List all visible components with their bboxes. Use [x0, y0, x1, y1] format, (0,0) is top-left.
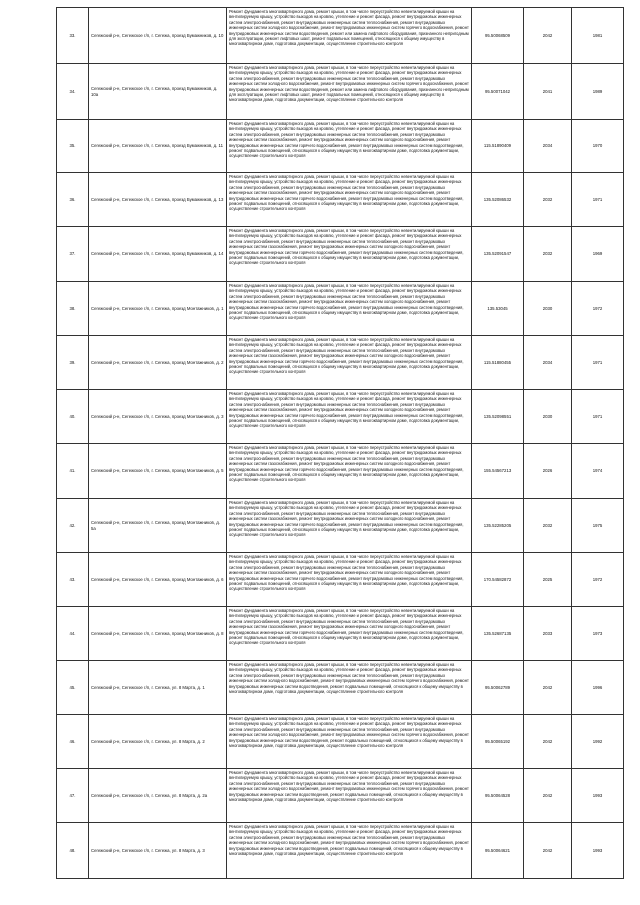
row-number: 43.: [57, 553, 89, 607]
table-row: [57, 444, 624, 499]
row-area-value: 95.50064528: [472, 769, 524, 823]
row-planned-year: 2026: [524, 444, 572, 499]
row-area-value: 115.51890409: [472, 120, 524, 173]
row-works: Ремонт фундамента многоквартирного дома, ремонт крыши, в том числе переустройство невентилируемой крыши на вентилируемую крышу, устройство выходов на кровлю, утепление и ремонт фасада, ремонт внутридомовых инженерных систем электроснабжения, ремонт внутридомовых инженерных систем теплоснабжения, ремонт внутридомовых инженерных систем холодного водоснабжения, ремонт внутридомовых инженерных систем горячего водоснабжения, ремонт внутридомовых инженерных систем водоотведения, ремонт подвальных помещений, относящихся к общему имуществу в многоквартирном доме, подготовка документации, осуществление строительного контроля: [227, 823, 472, 879]
table-row: [57, 607, 624, 661]
row-works: Ремонт фундамента многоквартирного дома, ремонт крыши, в том числе переустройство невентилируемой крыши на вентилируемую крышу, устройство выходов на кровлю, утепление и ремонт фасада, ремонт внутридомовых инженерных систем электроснабжения, ремонт внутридомовых инженерных систем теплоснабжения, ремонт внутридомовых инженерных систем холодного водоснабжения, ремонт внутридомовых инженерных систем горячего водоснабжения, ремонт внутридомовых инженерных систем водоотведения, ремонт подвальных помещений, относящихся к общему имуществу в многоквартирном доме, подготовка документации, осуществление строительного контроля: [227, 715, 472, 769]
row-area-value: 115.51880455: [472, 336, 524, 390]
row-planned-year: 2032: [524, 173, 572, 227]
row-planned-year: 2034: [524, 120, 572, 173]
row-planned-year: 2041: [524, 64, 572, 120]
row-address: Сегежский р-н, Сегежское г/п, г. Сегежа, проезд Монтажников, д. 2: [89, 336, 227, 390]
table-row: [57, 499, 624, 553]
row-build-year: 1971: [572, 390, 624, 444]
table-row: [57, 120, 624, 173]
row-area-value: 170.54582872: [472, 553, 524, 607]
row-address: Сегежский р-н, Сегежское г/п, г. Сегежа, проезд Монтажников, д. 6: [89, 553, 227, 607]
table-row: [57, 173, 624, 227]
row-number: 34.: [57, 64, 89, 120]
row-build-year: 1973: [572, 607, 624, 661]
row-build-year: 1996: [572, 661, 624, 715]
row-area-value: 135.53045: [472, 282, 524, 336]
row-works: Ремонт фундамента многоквартирного дома, ремонт крыши, в том числе переустройство невентилируемой крыши на вентилируемую крышу, устройство выходов на кровлю, утепление и ремонт фасада, ремонт внутридомовых инженерных систем электроснабжения, ремонт внутридомовых инженерных систем теплоснабжения, ремонт внутридомовых инженерных систем холодного водоснабжения, ремонт внутридомовых инженерных систем горячего водоснабжения, ремонт внутридомовых инженерных систем водоотведения, ремонт или замена лифтового оборудования, признанного непригодным для эксплуатации, ремонт лифтовых шахт, ремонт подвальных помещений, относящихся к общему имуществу в многоквартирном доме, подготовка документации, осуществление строительного контроля: [227, 64, 472, 120]
row-works: Ремонт фундамента многоквартирного дома, ремонт крыши, в том числе переустройство невентилируемой крыши на вентилируемую крышу, устройство выходов на кровлю, утепление и ремонт фасада, ремонт внутридомовых инженерных систем электроснабжения, ремонт внутридомовых инженерных систем теплоснабжения, ремонт внутридомовых инженерных систем газоснабжения, ремонт внутридомовых инженерных систем холодного водоснабжения, ремонт внутридомовых инженерных систем горячего водоснабжения, ремонт внутридомовых инженерных систем водоотведения, ремонт подвальных помещений, относящихся к общему имуществу в многоквартирном доме, подготовка документации, осуществление строительного контроля: [227, 336, 472, 390]
table-row: [57, 823, 624, 879]
row-build-year: 1972: [572, 282, 624, 336]
row-number: 47.: [57, 769, 89, 823]
row-area-value: 95.50065192: [472, 715, 524, 769]
row-planned-year: 2033: [524, 607, 572, 661]
row-build-year: 1975: [572, 499, 624, 553]
row-works: Ремонт фундамента многоквартирного дома, ремонт крыши, в том числе переустройство невентилируемой крыши на вентилируемую крышу, устройство выходов на кровлю, утепление и ремонт фасада, ремонт внутридомовых инженерных систем электроснабжения, ремонт внутридомовых инженерных систем теплоснабжения, ремонт внутридомовых инженерных систем газоснабжения, ремонт внутридомовых инженерных систем холодного водоснабжения, ремонт внутридомовых инженерных систем горячего водоснабжения, ремонт внутридомовых инженерных систем водоотведения, ремонт подвальных помещений, относящихся к общему имуществу в многоквартирном доме, подготовка документации, осуществление строительного контроля: [227, 227, 472, 282]
row-planned-year: 2042: [524, 769, 572, 823]
row-address: Сегежский р-н, Сегежское г/п, г. Сегежа, ул. 8 Марта, д. 1: [89, 661, 227, 715]
table-row: [57, 661, 624, 715]
row-planned-year: 2034: [524, 336, 572, 390]
row-build-year: 1971: [572, 173, 624, 227]
row-works: Ремонт фундамента многоквартирного дома, ремонт крыши, в том числе переустройство невентилируемой крыши на вентилируемую крышу, устройство выходов на кровлю, утепление и ремонт фасада, ремонт внутридомовых инженерных систем электроснабжения, ремонт внутридомовых инженерных систем теплоснабжения, ремонт внутридомовых инженерных систем холодного водоснабжения, ремонт внутридомовых инженерных систем горячего водоснабжения, ремонт внутридомовых инженерных систем водоотведения, ремонт подвальных помещений, относящихся к общему имуществу в многоквартирном доме, подготовка документации, осуществление строительного контроля: [227, 661, 472, 715]
row-number: 45.: [57, 661, 89, 715]
row-planned-year: 2030: [524, 282, 572, 336]
row-number: 37.: [57, 227, 89, 282]
row-number: 38.: [57, 282, 89, 336]
row-number: 36.: [57, 173, 89, 227]
row-works: Ремонт фундамента многоквартирного дома, ремонт крыши, в том числе переустройство невентилируемой крыши на вентилируемую крышу, устройство выходов на кровлю, утепление и ремонт фасада, ремонт внутридомовых инженерных систем электроснабжения, ремонт внутридомовых инженерных систем теплоснабжения, ремонт внутридомовых инженерных систем газоснабжения, ремонт внутридомовых инженерных систем холодного водоснабжения, ремонт внутридомовых инженерных систем горячего водоснабжения, ремонт внутридомовых инженерных систем водоотведения, ремонт подвальных помещений, относящихся к общему имуществу в многоквартирном доме, подготовка документации, осуществление строительного контроля: [227, 499, 472, 553]
row-address: Сегежский р-н, Сегежское г/п, г. Сегежа, проезд Монтажников, д. 1: [89, 282, 227, 336]
row-number: 44.: [57, 607, 89, 661]
row-address: Сегежский р-н, Сегежское г/п, г. Сегежа, проезд Монтажников, д. 3: [89, 390, 227, 444]
table-row: [57, 390, 624, 444]
row-address: Сегежский р-н, Сегежское г/п, г. Сегежа, проезд Бумажников, д. 13: [89, 173, 227, 227]
row-build-year: 1971: [572, 336, 624, 390]
table-body: [57, 8, 624, 879]
row-build-year: 1992: [572, 715, 624, 769]
row-address: Сегежский р-н, Сегежское г/п, г. Сегежа, ул. 8 Марта, д. 3: [89, 823, 227, 879]
row-area-value: 135.52086532: [472, 173, 524, 227]
row-works: Ремонт фундамента многоквартирного дома, ремонт крыши, в том числе переустройство невентилируемой крыши на вентилируемую крышу, устройство выходов на кровлю, утепление и ремонт фасада, ремонт внутридомовых инженерных систем электроснабжения, ремонт внутридомовых инженерных систем теплоснабжения, ремонт внутридомовых инженерных систем газоснабжения, ремонт внутридомовых инженерных систем холодного водоснабжения, ремонт внутридомовых инженерных систем горячего водоснабжения, ремонт внутридомовых инженерных систем водоотведения, ремонт подвальных помещений, относящихся к общему имуществу в многоквартирном доме, подготовка документации, осуществление строительного контроля: [227, 444, 472, 499]
row-build-year: 1974: [572, 444, 624, 499]
row-build-year: 1993: [572, 823, 624, 879]
row-address: Сегежский р-н, Сегежское г/п, г. Сегежа, проезд Бумажников, д. 10а: [89, 64, 227, 120]
row-build-year: 1993: [572, 769, 624, 823]
row-address: Сегежский р-н, Сегежское г/п, г. Сегежа, ул. 8 Марта, д. 2: [89, 715, 227, 769]
table-row: [57, 64, 624, 120]
row-area-value: 95.50062789: [472, 661, 524, 715]
row-planned-year: 2042: [524, 823, 572, 879]
document-page: [56, 7, 623, 879]
row-area-value: 95.50064621: [472, 823, 524, 879]
capital-repair-table: [56, 7, 624, 879]
row-number: 39.: [57, 336, 89, 390]
table-row: [57, 8, 624, 64]
row-address: Сегежский р-н, Сегежское г/п, г. Сегежа, проезд Монтажников, д. 5а: [89, 499, 227, 553]
row-number: 48.: [57, 823, 89, 879]
row-area-value: 135.52098551: [472, 390, 524, 444]
row-number: 41.: [57, 444, 89, 499]
table-row: [57, 715, 624, 769]
row-works: Ремонт фундамента многоквартирного дома, ремонт крыши, в том числе переустройство невентилируемой крыши на вентилируемую крышу, устройство выходов на кровлю, утепление и ремонт фасада, ремонт внутридомовых инженерных систем электроснабжения, ремонт внутридомовых инженерных систем теплоснабжения, ремонт внутридомовых инженерных систем газоснабжения, ремонт внутридомовых инженерных систем холодного водоснабжения, ремонт внутридомовых инженерных систем горячего водоснабжения, ремонт внутридомовых инженерных систем водоотведения, ремонт подвальных помещений, относящихся к общему имуществу в многоквартирном доме, подготовка документации, осуществление строительного контроля: [227, 120, 472, 173]
row-planned-year: 2042: [524, 715, 572, 769]
row-area-value: 95.50068509: [472, 8, 524, 64]
row-number: 46.: [57, 715, 89, 769]
row-address: Сегежский р-н, Сегежское г/п, г. Сегежа, проезд Бумажников, д. 14: [89, 227, 227, 282]
table-row: [57, 553, 624, 607]
row-works: Ремонт фундамента многоквартирного дома, ремонт крыши, в том числе переустройство невентилируемой крыши на вентилируемую крышу, устройство выходов на кровлю, утепление и ремонт фасада, ремонт внутридомовых инженерных систем электроснабжения, ремонт внутридомовых инженерных систем теплоснабжения, ремонт внутридомовых инженерных систем холодного водоснабжения, ремонт внутридомовых инженерных систем горячего водоснабжения, ремонт внутридомовых инженерных систем водоотведения, ремонт подвальных помещений, относящихся к общему имуществу в многоквартирном доме, подготовка документации, осуществление строительного контроля: [227, 769, 472, 823]
table-row: [57, 227, 624, 282]
table-row: [57, 282, 624, 336]
row-build-year: 1989: [572, 64, 624, 120]
row-planned-year: 2032: [524, 499, 572, 553]
row-works: Ремонт фундамента многоквартирного дома, ремонт крыши, в том числе переустройство невентилируемой крыши на вентилируемую крышу, устройство выходов на кровлю, утепление и ремонт фасада, ремонт внутридомовых инженерных систем электроснабжения, ремонт внутридомовых инженерных систем теплоснабжения, ремонт внутридомовых инженерных систем холодного водоснабжения, ремонт внутридомовых инженерных систем горячего водоснабжения, ремонт внутридомовых инженерных систем водоотведения, ремонт или замена лифтового оборудования, признанного непригодным для эксплуатации, ремонт лифтовых шахт, ремонт подвальных помещений, относящихся к общему имуществу в многоквартирном доме, подготовка документации, осуществление строительного контроля: [227, 8, 472, 64]
table-row: [57, 769, 624, 823]
row-area-value: 135.52091547: [472, 227, 524, 282]
row-number: 40.: [57, 390, 89, 444]
row-planned-year: 2030: [524, 390, 572, 444]
row-planned-year: 2042: [524, 8, 572, 64]
row-number: 35.: [57, 120, 89, 173]
row-address: Сегежский р-н, Сегежское г/п, г. Сегежа, проезд Бумажников, д. 11: [89, 120, 227, 173]
row-build-year: 1969: [572, 227, 624, 282]
row-area-value: 135.52285205: [472, 499, 524, 553]
row-address: Сегежский р-н, Сегежское г/п, г. Сегежа, проезд Бумажников, д. 10: [89, 8, 227, 64]
row-planned-year: 2042: [524, 661, 572, 715]
row-address: Сегежский р-н, Сегежское г/п, г. Сегежа, проезд Монтажников, д. 5: [89, 444, 227, 499]
row-works: Ремонт фундамента многоквартирного дома, ремонт крыши, в том числе переустройство невентилируемой крыши на вентилируемую крышу, устройство выходов на кровлю, утепление и ремонт фасада, ремонт внутридомовых инженерных систем электроснабжения, ремонт внутридомовых инженерных систем теплоснабжения, ремонт внутридомовых инженерных систем газоснабжения, ремонт внутридомовых инженерных систем холодного водоснабжения, ремонт внутридомовых инженерных систем горячего водоснабжения, ремонт внутридомовых инженерных систем водоотведения, ремонт подвальных помещений, относящихся к общему имуществу в многоквартирном доме, подготовка документации, осуществление строительного контроля: [227, 282, 472, 336]
row-build-year: 1970: [572, 120, 624, 173]
row-number: 42.: [57, 499, 89, 553]
row-planned-year: 2025: [524, 553, 572, 607]
row-area-value: 155.54567213: [472, 444, 524, 499]
row-works: Ремонт фундамента многоквартирного дома, ремонт крыши, в том числе переустройство невентилируемой крыши на вентилируемую крышу, устройство выходов на кровлю, утепление и ремонт фасада, ремонт внутридомовых инженерных систем электроснабжения, ремонт внутридомовых инженерных систем теплоснабжения, ремонт внутридомовых инженерных систем газоснабжения, ремонт внутридомовых инженерных систем холодного водоснабжения, ремонт внутридомовых инженерных систем горячего водоснабжения, ремонт внутридомовых инженерных систем водоотведения, ремонт подвальных помещений, относящихся к общему имуществу в многоквартирном доме, подготовка документации, осуществление строительного контроля: [227, 553, 472, 607]
row-address: Сегежский р-н, Сегежское г/п, г. Сегежа, ул. 8 Марта, д. 2а: [89, 769, 227, 823]
row-number: 33.: [57, 8, 89, 64]
row-area-value: 135.52687135: [472, 607, 524, 661]
row-build-year: 1981: [572, 8, 624, 64]
row-area-value: 95.50071042: [472, 64, 524, 120]
row-planned-year: 2032: [524, 227, 572, 282]
row-build-year: 1972: [572, 553, 624, 607]
table-row: [57, 336, 624, 390]
row-works: Ремонт фундамента многоквартирного дома, ремонт крыши, в том числе переустройство невентилируемой крыши на вентилируемую крышу, устройство выходов на кровлю, утепление и ремонт фасада, ремонт внутридомовых инженерных систем электроснабжения, ремонт внутридомовых инженерных систем теплоснабжения, ремонт внутридомовых инженерных систем газоснабжения, ремонт внутридомовых инженерных систем холодного водоснабжения, ремонт внутридомовых инженерных систем горячего водоснабжения, ремонт внутридомовых инженерных систем водоотведения, ремонт подвальных помещений, относящихся к общему имуществу в многоквартирном доме, подготовка документации, осуществление строительного контроля: [227, 607, 472, 661]
row-works: Ремонт фундамента многоквартирного дома, ремонт крыши, в том числе переустройство невентилируемой крыши на вентилируемую крышу, устройство выходов на кровлю, утепление и ремонт фасада, ремонт внутридомовых инженерных систем электроснабжения, ремонт внутридомовых инженерных систем теплоснабжения, ремонт внутридомовых инженерных систем газоснабжения, ремонт внутридомовых инженерных систем холодного водоснабжения, ремонт внутридомовых инженерных систем горячего водоснабжения, ремонт внутридомовых инженерных систем водоотведения, ремонт подвальных помещений, относящихся к общему имуществу в многоквартирном доме, подготовка документации, осуществление строительного контроля: [227, 173, 472, 227]
row-works: Ремонт фундамента многоквартирного дома, ремонт крыши, в том числе переустройство невентилируемой крыши на вентилируемую крышу, устройство выходов на кровлю, утепление и ремонт фасада, ремонт внутридомовых инженерных систем электроснабжения, ремонт внутридомовых инженерных систем теплоснабжения, ремонт внутридомовых инженерных систем газоснабжения, ремонт внутридомовых инженерных систем холодного водоснабжения, ремонт внутридомовых инженерных систем горячего водоснабжения, ремонт внутридомовых инженерных систем водоотведения, ремонт подвальных помещений, относящихся к общему имуществу в многоквартирном доме, подготовка документации, осуществление строительного контроля: [227, 390, 472, 444]
row-address: Сегежский р-н, Сегежское г/п, г. Сегежа, проезд Монтажников, д. 8: [89, 607, 227, 661]
